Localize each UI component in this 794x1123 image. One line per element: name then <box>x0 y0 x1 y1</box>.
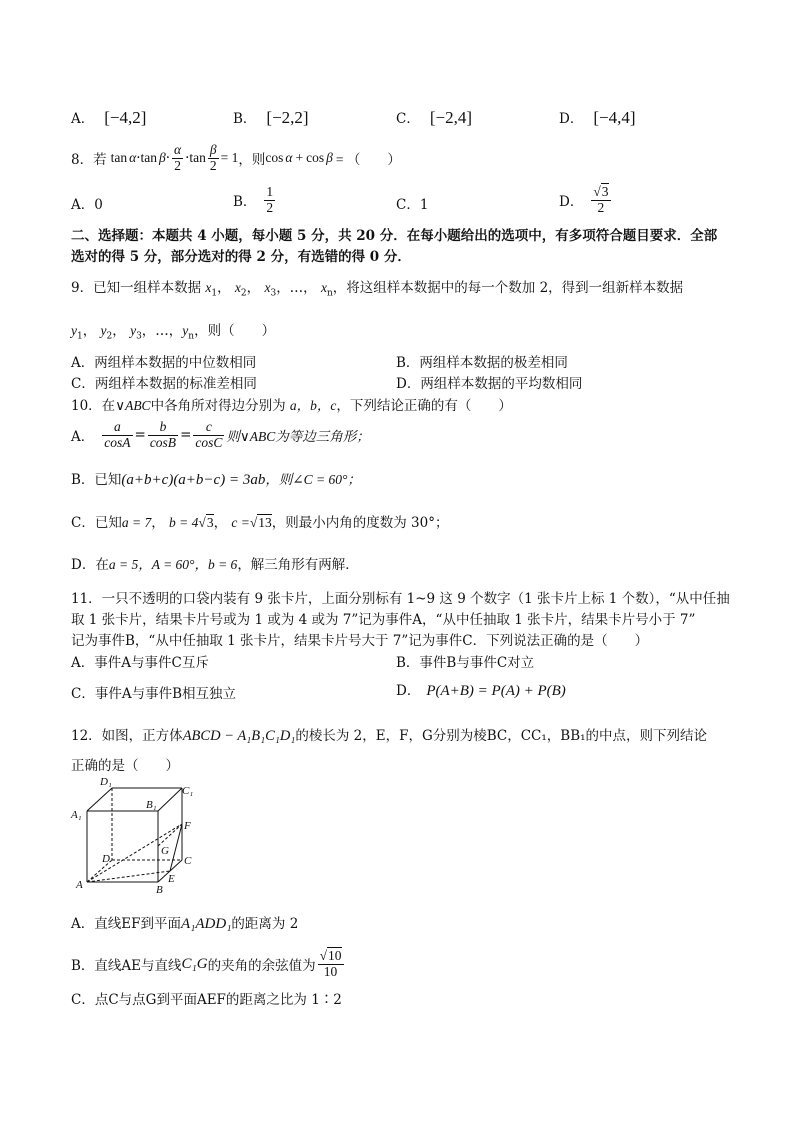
q10-stem: 10．在∨ABC中各角所对得边分别为 a，b，c，下列结论正确的有（ ） <box>71 398 512 414</box>
label-C1: C₁ <box>182 785 194 797</box>
label-D: D <box>102 853 110 865</box>
q9-option-b: B．两组样本数据的极差相同 <box>396 355 568 371</box>
q9-option-a: A．两组样本数据的中位数相同 <box>71 355 257 371</box>
label-G: G <box>161 845 169 857</box>
q9-stem-line2: $y_1$， $y_2$， $y_3$，…，$y_n$，则（ ） <box>71 323 276 342</box>
q8-option-d: D． $\frac{√3}{2}$ <box>559 184 609 215</box>
q7-option-a: A． [−4,2] <box>71 108 147 127</box>
q12-line1: 12．如图，正方体ABCD − A₁B₁C₁D₁的棱长为 2，E，F，G分别为棱BC，CC₁，BB₁的中点，则下列结论 <box>71 728 708 744</box>
q8-option-c: C．1 <box>396 197 429 213</box>
q11-option-c: C．事件A与事件B相互独立 <box>71 686 236 702</box>
label-B: B <box>156 884 163 896</box>
q11-line2: 取 1 张卡片，结果卡片号或为 1 或为 4 或为 7”记为事件A，“从中任抽取 1 张卡片，结果卡片号小于 7” <box>71 612 696 628</box>
cube-figure <box>66 774 196 896</box>
q12-option-a: A．直线EF到平面A₁ADD₁的距离为 2 <box>71 916 299 932</box>
label-E: E <box>168 873 175 885</box>
q9-option-c: C．两组样本数据的标准差相同 <box>71 376 257 392</box>
label-D1: D₁ <box>100 776 112 788</box>
label-A1: A₁ <box>71 809 82 821</box>
q12-option-c: C．点C与点G到平面AEF的距离之比为 1∶2 <box>71 992 342 1008</box>
q10-option-d: D．在a = 5，A = 60°，b = 6，解三角形有两解． <box>71 557 359 573</box>
q11-option-d: D． P(A+B) = P(A) + P(B) <box>396 683 566 699</box>
q8-stem: 8．若 tan α · tan β · $\frac{\alpha}{2}$ · tan $\frac{\beta}{2}$ = 1 ，则 cos α + cos β = （ ） <box>71 142 401 173</box>
label-C: C <box>184 855 192 867</box>
q7-option-d: D． [−4,4] <box>559 108 636 127</box>
q11-line3: 记为事件B，“从中任抽取 1 张卡片，结果卡片号大于 7”记为事件C．下列说法正确的是（ ） <box>71 633 649 649</box>
section2-line2: 选对的得 5 分，部分选对的得 2 分，有选错的得 0 分． <box>71 249 411 265</box>
q9-stem-line1: 9．已知一组样本数据 $x_1$， $x_2$， $x_3$，…， $x_n$，将这组样本数据中的每一个数加 2，得到一组新样本数据 <box>71 280 684 299</box>
q10-option-b: B．已知(a+b+c)(a+b−c) = 3ab，则∠C = 60°； <box>71 472 361 488</box>
label-B1: B₁ <box>146 799 157 811</box>
section2-line1: 二、选择题：本题共 4 小题，每小题 5 分，共 20 分．在每小题给出的选项中，有多项符合题目要求．全部 <box>71 228 718 244</box>
q7-option-c: C． [−2,4] <box>396 108 473 127</box>
q12-line2: 正确的是（ ） <box>71 758 179 774</box>
q12-option-b: B．直线AE与直线 C₁G 的夹角的余弦值为 $\frac{√10}{10}$ <box>71 948 342 979</box>
alpha-over-2: $\frac{\alpha}{2}$ <box>174 142 182 173</box>
label-F: F <box>184 820 191 832</box>
q10-option-a: A． $\frac{a}{\cos A}$ = $\frac{b}{\cos B}$ = $\frac{c}{\cos C}$ 则∨ABC为等边三角形； <box>71 419 370 450</box>
q8-option-b: B． $\frac{1}{2}$ <box>233 184 274 215</box>
q7-option-b: B． [−2,2] <box>233 108 309 127</box>
q9-option-d: D．两组样本数据的平均数相同 <box>396 376 583 392</box>
q10-option-c: C．已知a = 7， b = 4√3， c =√13，则最小内角的度数为 30°； <box>71 515 449 531</box>
q8-option-a: A．0 <box>71 197 103 213</box>
label-A: A <box>76 879 83 891</box>
beta-over-2: $\frac{\beta}{2}$ <box>209 142 217 173</box>
q11-option-b: B．事件B与事件C对立 <box>396 655 535 671</box>
q11-line1: 11．一只不透明的口袋内装有 9 张卡片，上面分别标有 1~9 这 9 个数字（1 张卡片上标 1 个数），“从中任抽 <box>71 591 730 607</box>
q11-option-a: A．事件A与事件C互斥 <box>71 655 209 671</box>
